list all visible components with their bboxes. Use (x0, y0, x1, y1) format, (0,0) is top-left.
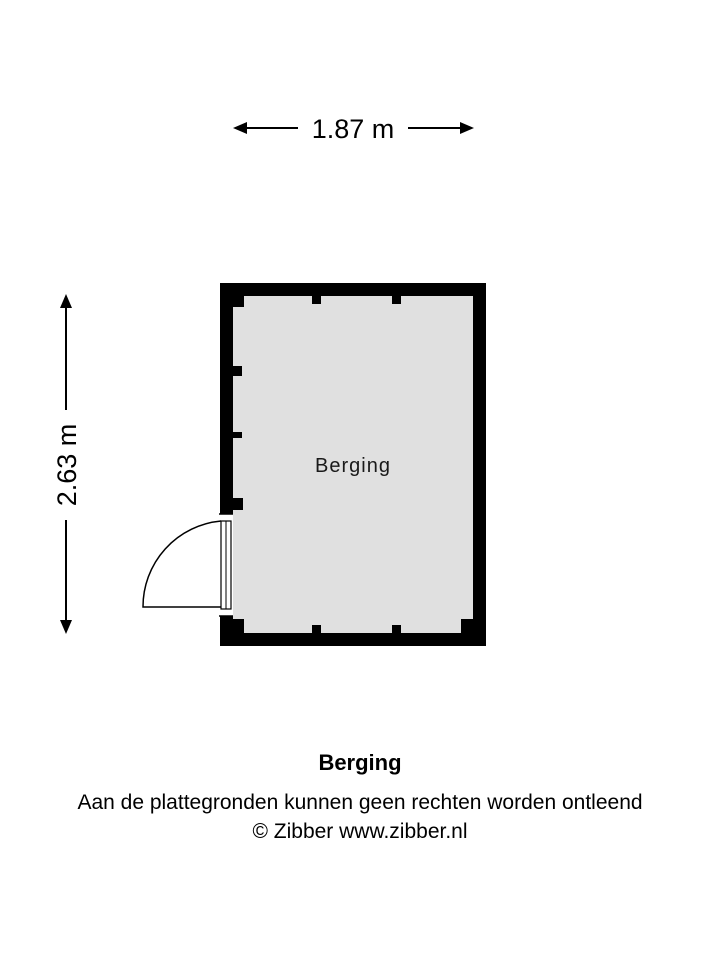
depth-arrow-bottom (60, 620, 72, 634)
copyright-text: © Zibber www.zibber.nl (252, 820, 468, 843)
floor-title: Berging (318, 750, 402, 775)
disclaimer-text: Aan de plattegronden kunnen geen rechten worden ontleend (77, 791, 643, 814)
width-arrow-right (460, 122, 474, 134)
wall-nub-left-3 (233, 498, 243, 510)
wall-nub-top-1 (312, 296, 321, 304)
wall-nub-bottom-2 (392, 625, 401, 633)
room-berging (143, 283, 486, 646)
width-dimension-label: 1.87 m (311, 114, 395, 144)
room-label: Berging (315, 455, 391, 477)
depth-dimension-label: 2.63 m (52, 423, 82, 507)
pillar-bottom-right (461, 619, 473, 633)
wall-nub-bottom-1 (312, 625, 321, 633)
pillar-bottom-left (233, 619, 244, 633)
wall-nub-left-1 (233, 366, 242, 376)
door (143, 514, 233, 616)
width-dimension (233, 114, 474, 144)
wall-nub-left-2 (233, 432, 242, 438)
depth-arrow-top (60, 294, 72, 308)
door-swing-arc (143, 521, 221, 607)
width-arrow-left (233, 122, 247, 134)
pillar-top-left (233, 296, 244, 307)
depth-dimension (52, 294, 82, 634)
wall-nub-top-2 (392, 296, 401, 304)
